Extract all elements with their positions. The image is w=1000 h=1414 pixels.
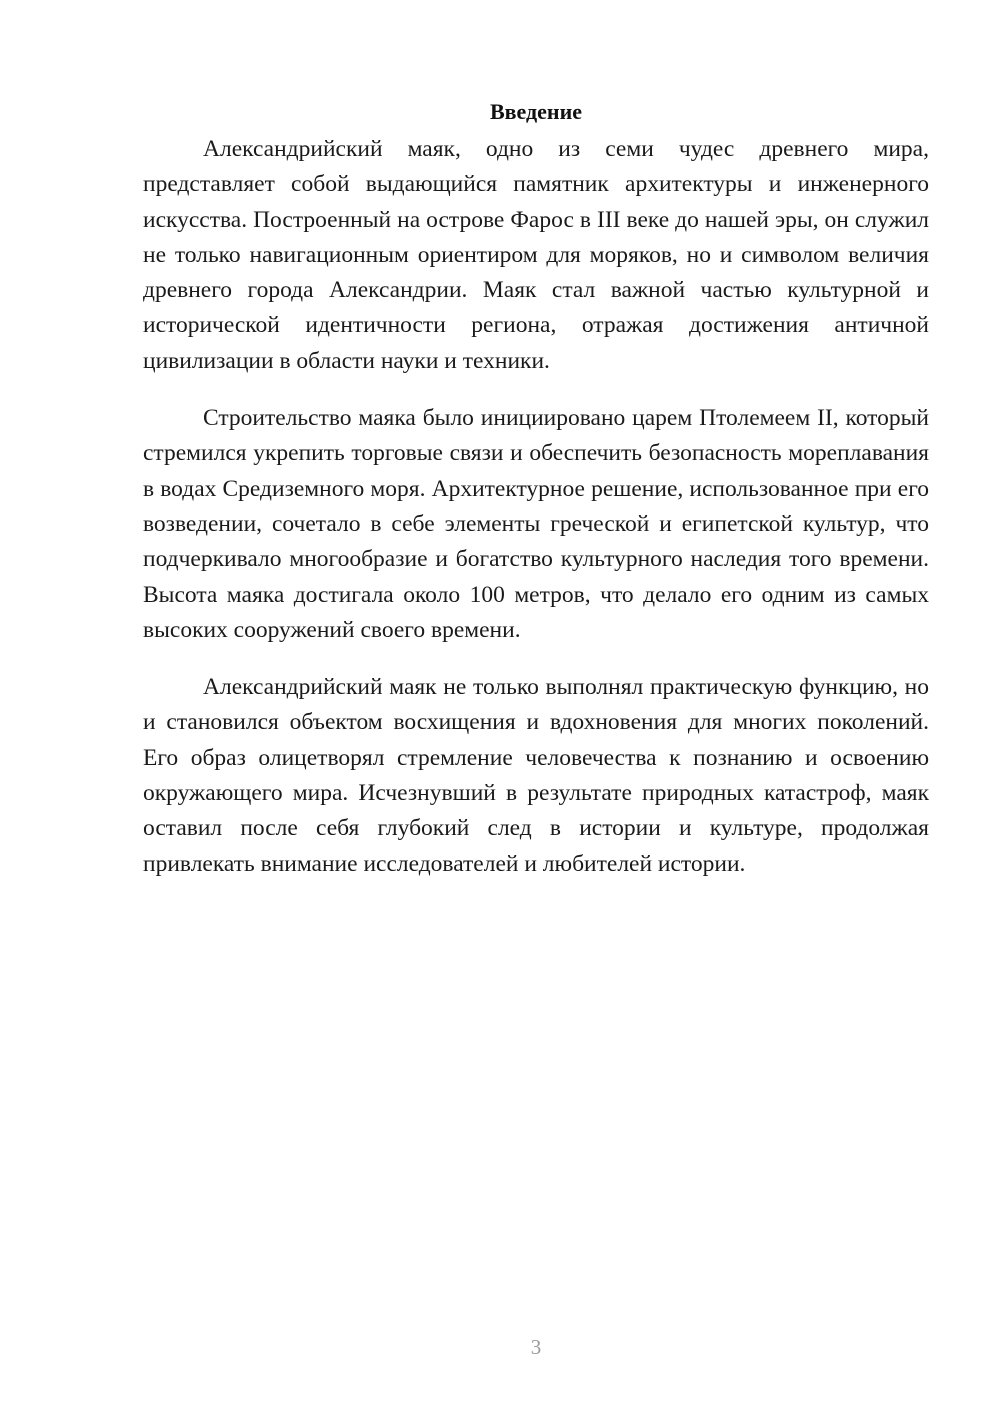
page-number: 3 xyxy=(530,1335,542,1359)
document-body xyxy=(143,96,929,882)
section-heading: Введение xyxy=(489,99,583,124)
paragraph-2: Строительство маяка было инициировано царем Птолемеем II, который стремился укрепить торговые связи и обеспечить безопасность мореплавания в водах Средиземного моря. Архитектурное решение, использованное при его возведении, сочетало в себе элементы греческой и египетской культур, что подчеркивало многообразие и богатство культурного наследия того времени. Высота маяка достигала около 100 метров, что делало его одним из самых высоких сооружений своего времени. xyxy=(143,405,929,643)
paragraph-3: Александрийский маяк не только выполнял практическую функцию, но и становился объектом восхищения и вдохновения для многих поколений. Его образ олицетворял стремление человечества к познанию и освоению окружающего мира. Исчезнувший в результате природных катастроф, маяк оставил после себя глубокий след в истории и культуре, продолжая привлекать внимание исследователей и любителей истории. xyxy=(143,674,929,877)
paragraph-1: Александрийский маяк, одно из семи чудес древнего мира, представляет собой выдающийся памятник архитектуры и инженерного искусства. Построенный на острове Фарос в III веке до нашей эры, он служил не только навигационным ориентиром для моряков, но и символом величия древнего города Александрии. Маяк стал важной частью культурной и исторической идентичности региона, отражая достижения античной цивилизации в области науки и техники. xyxy=(143,136,929,374)
